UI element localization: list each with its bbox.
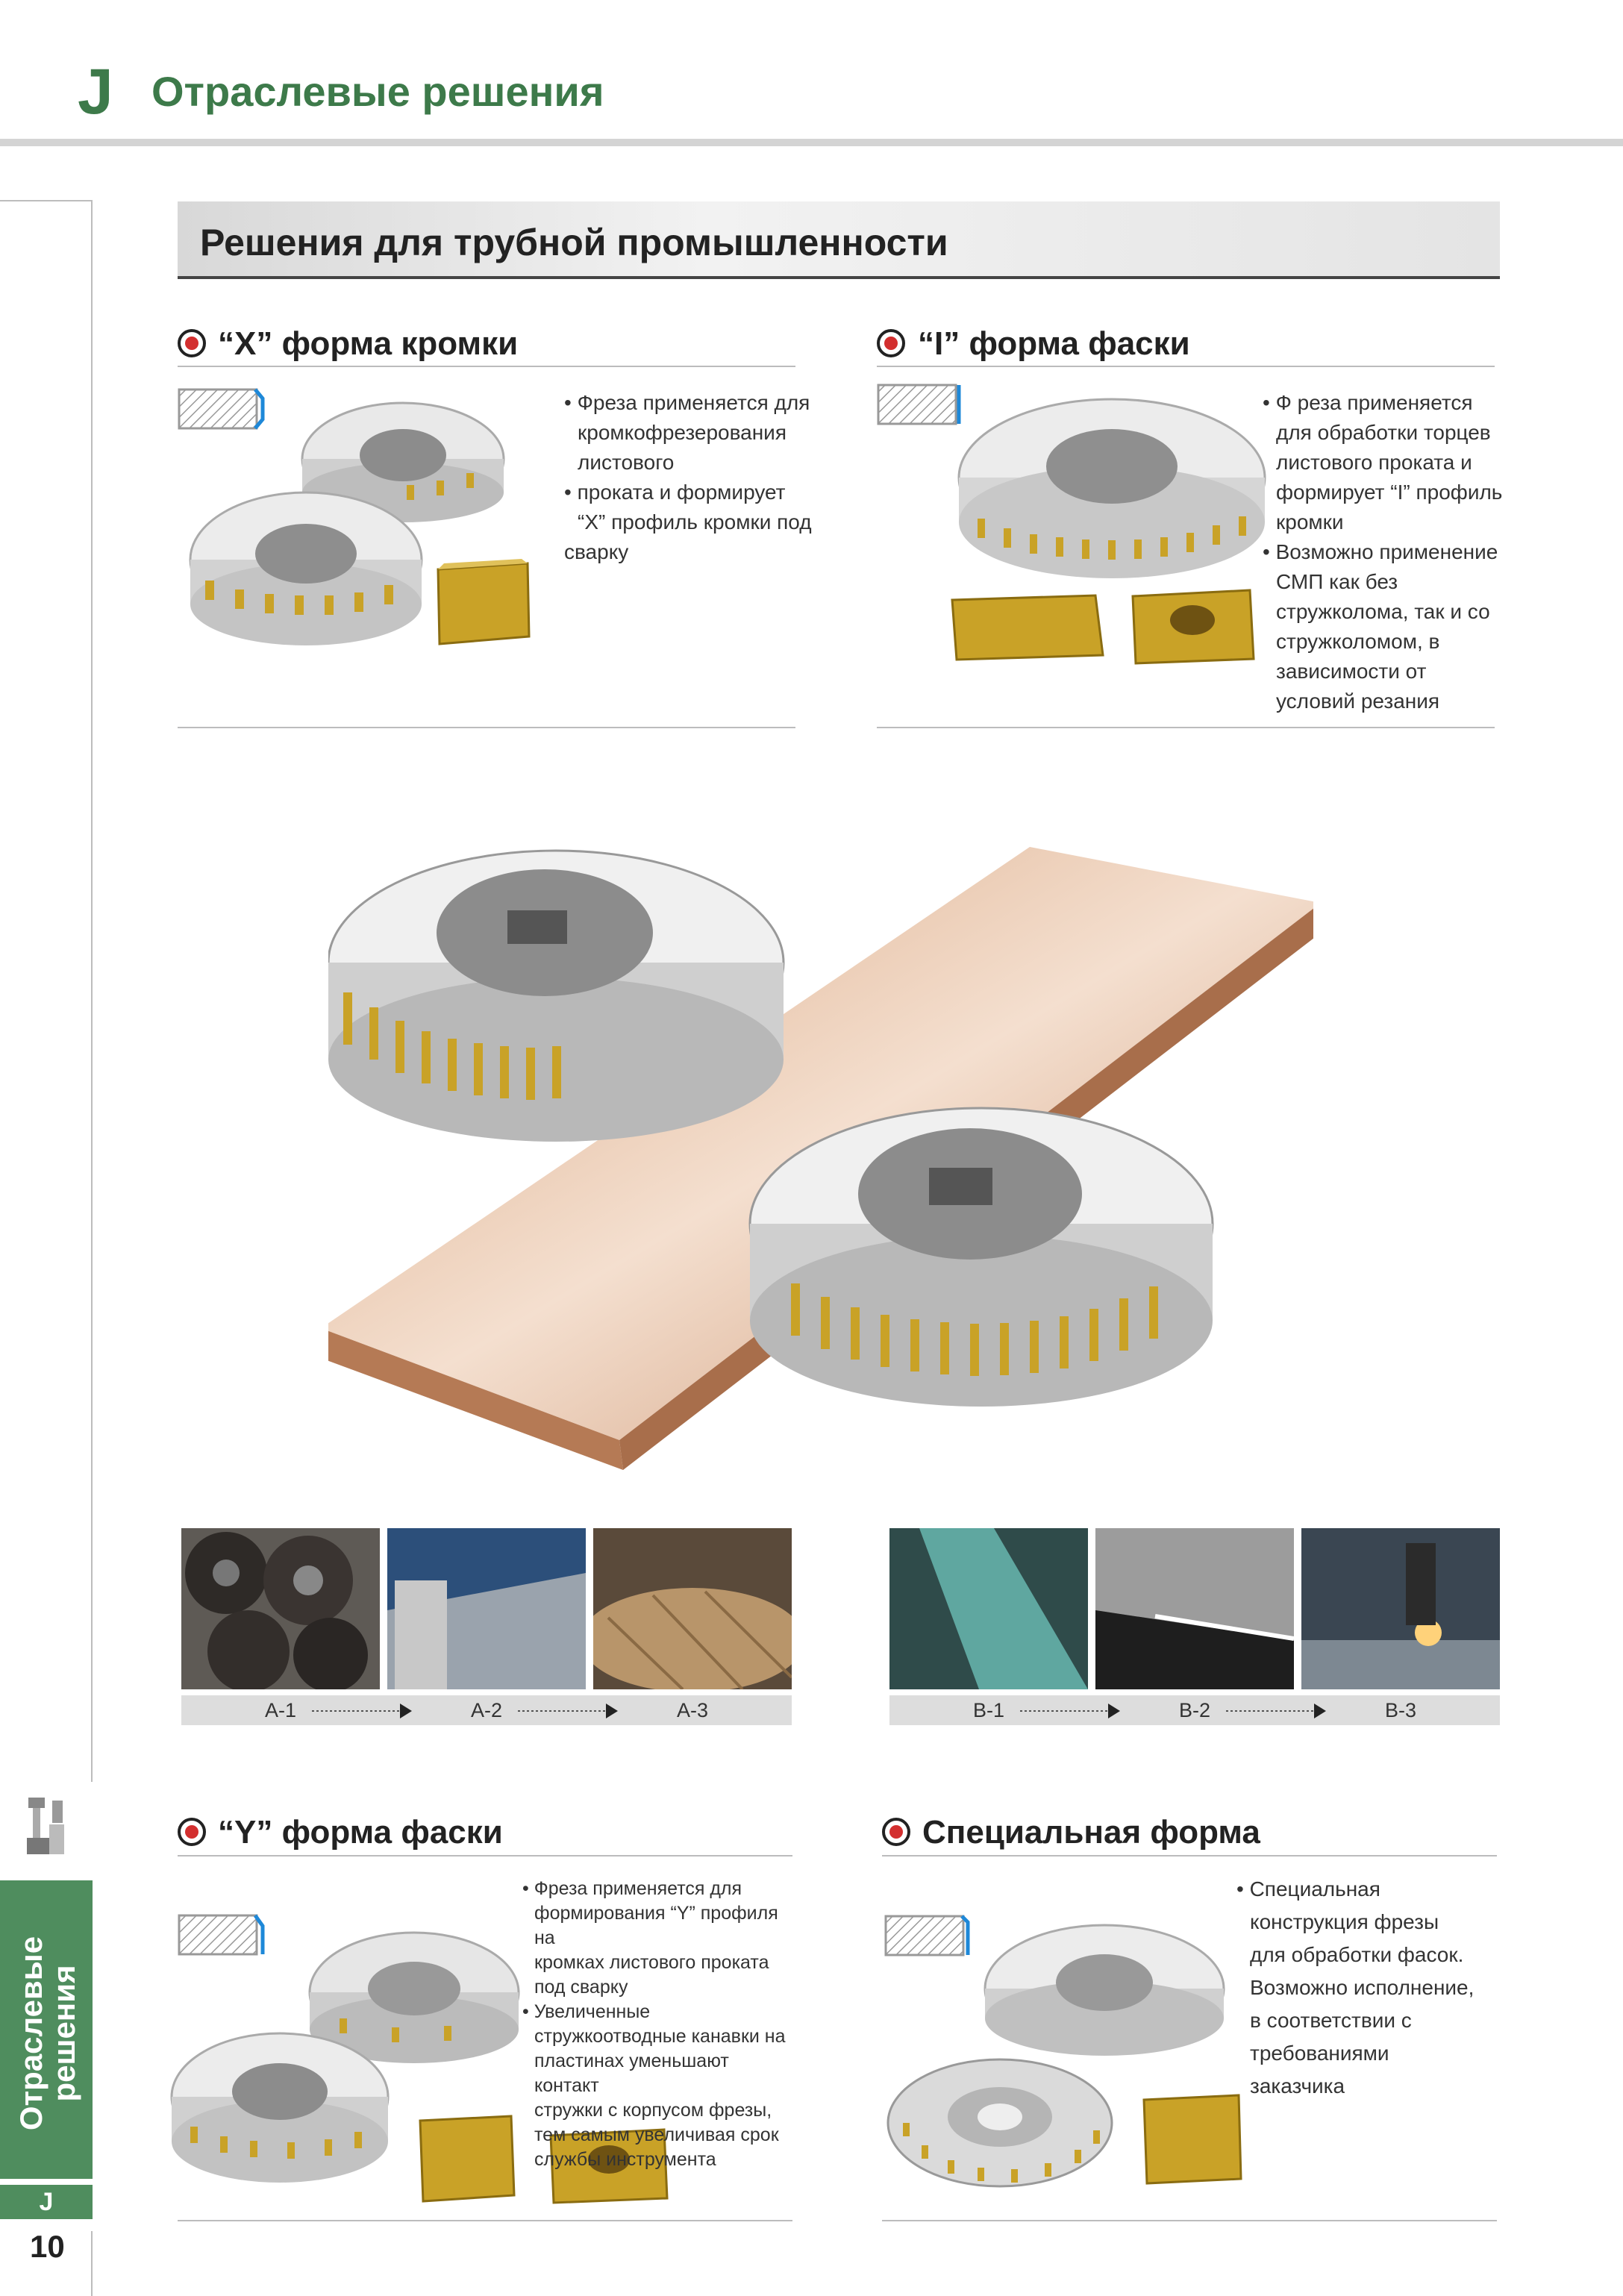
special-line: в соответствии с: [1250, 2009, 1412, 2032]
x-edge-line: “X” профиль кромки под: [578, 510, 812, 534]
process-b2-label: B-2: [1178, 1699, 1211, 1721]
i-bevel-bottom-rule: [877, 727, 1495, 728]
i-bevel-cutter-image: [948, 388, 1276, 589]
x-edge-line: • Фреза применяется для: [564, 391, 810, 414]
process-photo-a1: [181, 1528, 380, 1689]
plate-conveyor-image: [889, 1528, 1088, 1689]
x-edge-line: листового: [578, 451, 675, 474]
process-photo-a2: [387, 1528, 586, 1689]
process-a1-label: A-1: [264, 1699, 297, 1721]
i-bevel-line: зависимости от: [1276, 660, 1427, 683]
x-edge-rule: [178, 366, 795, 367]
process-photo-b1: [889, 1528, 1088, 1689]
i-bevel-line: стружколома, так и со: [1276, 600, 1490, 623]
y-bevel-line: под сварку: [534, 1977, 628, 1998]
special-title: Специальная форма: [922, 1814, 1260, 1851]
sidebar-rule: [91, 200, 93, 1782]
y-bevel-description: [522, 1877, 798, 2172]
process-photo-b3: [1301, 1528, 1500, 1689]
x-edge-line: сварку: [564, 540, 629, 563]
chapter-tab-letter: J: [0, 2185, 93, 2219]
y-bevel-line: службы инструмента: [534, 2149, 716, 2170]
sidebar-rule-bottom: [91, 2231, 93, 2296]
process-b1-label: B-1: [972, 1699, 1005, 1721]
i-bevel-title: “I” форма фаски: [918, 325, 1190, 362]
chapter-tab-label: [15, 1888, 82, 2179]
process-a2-label: A-2: [470, 1699, 503, 1721]
x-edge-insert-image: [431, 556, 535, 653]
arrow-right-icon: [1226, 1703, 1327, 1719]
arrow-right-icon: [312, 1703, 413, 1719]
chapter-tab-label-2: решения: [46, 1965, 81, 2102]
page-title: Отраслевые решения: [151, 68, 604, 115]
special-rule: [882, 1855, 1497, 1856]
special-description: [1236, 1873, 1505, 2103]
y-bevel-line: кромках листового проката: [534, 1952, 769, 1973]
y-bevel-insert-image: [414, 2110, 519, 2207]
spiral-pipe-image: [593, 1528, 792, 1689]
i-bevel-line: формирует “I” профиль: [1276, 481, 1503, 504]
y-bevel-line: стружки с корпусом фрезы,: [534, 2100, 772, 2121]
special-line: требованиями: [1250, 2042, 1389, 2065]
i-bevel-rule: [877, 366, 1495, 367]
sidebar-top-rule: [0, 200, 93, 201]
x-edge-title: “X” форма кромки: [218, 325, 519, 362]
i-bevel-line: листового проката и: [1276, 451, 1472, 474]
special-line: конструкция фрезы: [1250, 1910, 1439, 1933]
chapter-letter: J: [78, 56, 113, 128]
steel-coils-image: [181, 1528, 380, 1689]
y-bevel-line: • Фреза применяется для: [522, 1878, 742, 1899]
y-bevel-line: • Увеличенные: [522, 2001, 651, 2022]
x-edge-description: [564, 388, 818, 567]
y-bevel-line: формирования “Y” профиля на: [534, 1903, 778, 1948]
y-bevel-line: тем самым увеличивая срок: [534, 2124, 779, 2145]
page-number: 10: [30, 2229, 65, 2264]
i-bevel-insert-flat-image: [946, 589, 1107, 664]
special-line: Возможно исполнение,: [1250, 1976, 1475, 1999]
i-bevel-description: [1263, 388, 1516, 716]
chapter-tab-label-1: Отраслевые: [13, 1936, 49, 2131]
plate-edge-image: [1095, 1528, 1294, 1689]
arrow-right-icon: [518, 1703, 619, 1719]
section-title: Решения для трубной промышленности: [200, 222, 948, 263]
special-line: • Специальная: [1236, 1877, 1380, 1901]
plate-milling-illustration: [328, 776, 1313, 1477]
i-bevel-line: • Возможно применение: [1263, 540, 1498, 563]
bullet-target-icon: [877, 329, 905, 357]
y-bevel-title: “Y” форма фаски: [218, 1814, 503, 1851]
milling-tool-icon: [22, 1795, 70, 1862]
process-a3-label: A-3: [676, 1699, 709, 1721]
process-photo-b2: [1095, 1528, 1294, 1689]
i-bevel-line: для обработки торцев: [1276, 421, 1491, 444]
welding-image: [1301, 1528, 1500, 1689]
bullet-target-icon: [882, 1818, 910, 1846]
upper-cutter: [328, 851, 784, 1142]
process-b3-label: B-3: [1384, 1699, 1417, 1721]
arrow-right-icon: [1020, 1703, 1121, 1719]
special-insert-image: [1138, 2089, 1246, 2190]
i-bevel-line: СМП как без: [1276, 570, 1398, 593]
bullet-target-icon: [178, 1818, 206, 1846]
process-photo-a3: [593, 1528, 792, 1689]
i-bevel-line: кромки: [1276, 510, 1344, 534]
i-bevel-line: стружколомом, в: [1276, 630, 1440, 653]
special-line: для обработки фасок.: [1250, 1943, 1464, 1966]
x-edge-line: • проката и формирует: [564, 481, 786, 504]
y-bevel-line: пластинах уменьшают контакт: [534, 2051, 729, 2096]
x-edge-line: кромкофрезерования: [578, 421, 787, 444]
y-bevel-line: стружкоотводные канавки на: [534, 2026, 786, 2047]
i-bevel-line: • Ф реза применяется: [1263, 391, 1473, 414]
x-edge-bottom-rule: [178, 727, 795, 728]
special-bottom-rule: [882, 2220, 1497, 2221]
y-bevel-bottom-rule: [178, 2220, 792, 2221]
lower-cutter: [750, 1108, 1213, 1407]
i-bevel-insert-hole-image: [1127, 586, 1257, 668]
bullet-target-icon: [178, 329, 206, 357]
i-bevel-line: условий резания: [1276, 689, 1440, 713]
special-line: заказчика: [1250, 2074, 1345, 2098]
y-bevel-rule: [178, 1855, 792, 1856]
header-rule: [0, 139, 1623, 146]
plate-mill-image: [387, 1528, 586, 1689]
